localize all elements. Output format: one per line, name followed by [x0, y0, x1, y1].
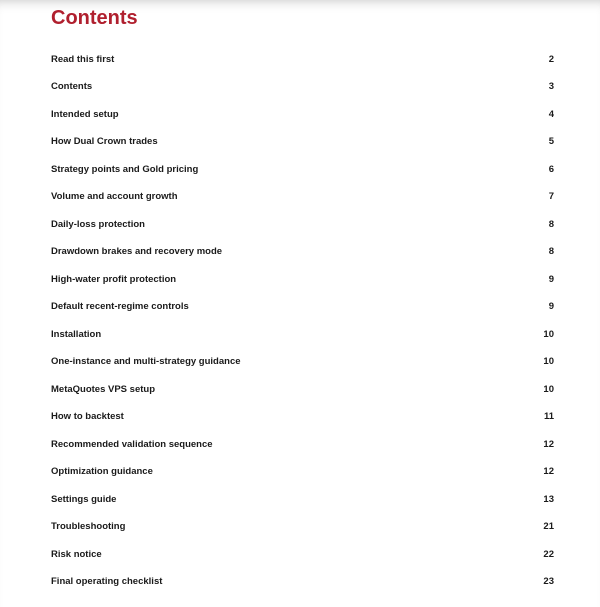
toc-entry[interactable] — [51, 431, 554, 459]
toc-entry[interactable] — [51, 128, 554, 156]
toc-entry-label: Drawdown brakes and recovery mode — [51, 246, 223, 258]
page-title: Contents — [51, 7, 138, 29]
toc-entry-page: 23 — [543, 576, 554, 588]
toc-entry-page: 10 — [543, 356, 554, 368]
toc-entry[interactable] — [51, 45, 554, 73]
toc-entry[interactable] — [51, 376, 554, 404]
toc-entry-page: 11 — [543, 411, 554, 423]
toc-entry[interactable] — [51, 568, 554, 596]
toc-entry[interactable] — [51, 321, 554, 349]
toc-entry-label: How to backtest — [51, 411, 124, 423]
toc-entry-page: 7 — [548, 191, 554, 203]
toc-entry[interactable] — [51, 266, 554, 294]
toc-entry-page: 22 — [543, 548, 554, 560]
toc-entry-page: 2 — [548, 53, 554, 65]
toc-entry-label: Installation — [51, 328, 102, 340]
toc-entry-label: High-water profit protection — [51, 273, 177, 285]
toc-entry-page: 4 — [548, 108, 554, 120]
toc-entry-label: Strategy points and Gold pricing — [51, 163, 199, 175]
toc-entry[interactable] — [51, 183, 554, 211]
toc-entry-page: 10 — [543, 383, 554, 395]
toc-entry-label: Intended setup — [51, 108, 119, 120]
toc-entry[interactable] — [51, 211, 554, 239]
toc-entry-label: Risk notice — [51, 548, 102, 560]
table-of-contents — [51, 45, 554, 596]
toc-entry[interactable] — [51, 458, 554, 486]
toc-entry-label: Optimization guidance — [51, 466, 153, 478]
toc-entry-label: Recommended validation sequence — [51, 438, 213, 450]
toc-entry-page: 9 — [548, 301, 554, 313]
toc-entry-label: Troubleshooting — [51, 521, 126, 533]
toc-entry-label: One-instance and multi-strategy guidance — [51, 356, 241, 368]
toc-entry-label: Final operating checklist — [51, 576, 163, 588]
toc-entry[interactable] — [51, 238, 554, 266]
toc-entry-page: 5 — [548, 136, 554, 148]
toc-entry-page: 13 — [543, 493, 554, 505]
toc-entry-label: Read this first — [51, 53, 115, 65]
toc-entry[interactable] — [51, 486, 554, 514]
toc-entry-page: 6 — [548, 163, 554, 175]
toc-entry[interactable] — [51, 348, 554, 376]
toc-entry[interactable] — [51, 403, 554, 431]
toc-entry-label: How Dual Crown trades — [51, 136, 158, 148]
toc-entry-page: 3 — [548, 81, 554, 93]
toc-entry-page: 9 — [548, 273, 554, 285]
toc-entry-page: 12 — [543, 438, 554, 450]
toc-entry-page: 21 — [543, 521, 554, 533]
toc-entry-page: 10 — [543, 328, 554, 340]
toc-entry-label: Settings guide — [51, 493, 117, 505]
toc-entry[interactable] — [51, 293, 554, 321]
toc-entry[interactable] — [51, 513, 554, 541]
toc-entry[interactable] — [51, 541, 554, 569]
toc-entry-label: MetaQuotes VPS setup — [51, 383, 155, 395]
toc-entry-page: 12 — [543, 466, 554, 478]
toc-entry-label: Default recent-regime controls — [51, 301, 189, 313]
toc-entry[interactable] — [51, 73, 554, 101]
toc-entry-label: Volume and account growth — [51, 191, 178, 203]
toc-entry-page: 8 — [548, 246, 554, 258]
toc-entry-label: Contents — [51, 81, 93, 93]
toc-entry-label: Daily-loss protection — [51, 218, 145, 230]
toc-entry[interactable] — [51, 101, 554, 129]
toc-entry[interactable] — [51, 156, 554, 184]
toc-entry-page: 8 — [548, 218, 554, 230]
